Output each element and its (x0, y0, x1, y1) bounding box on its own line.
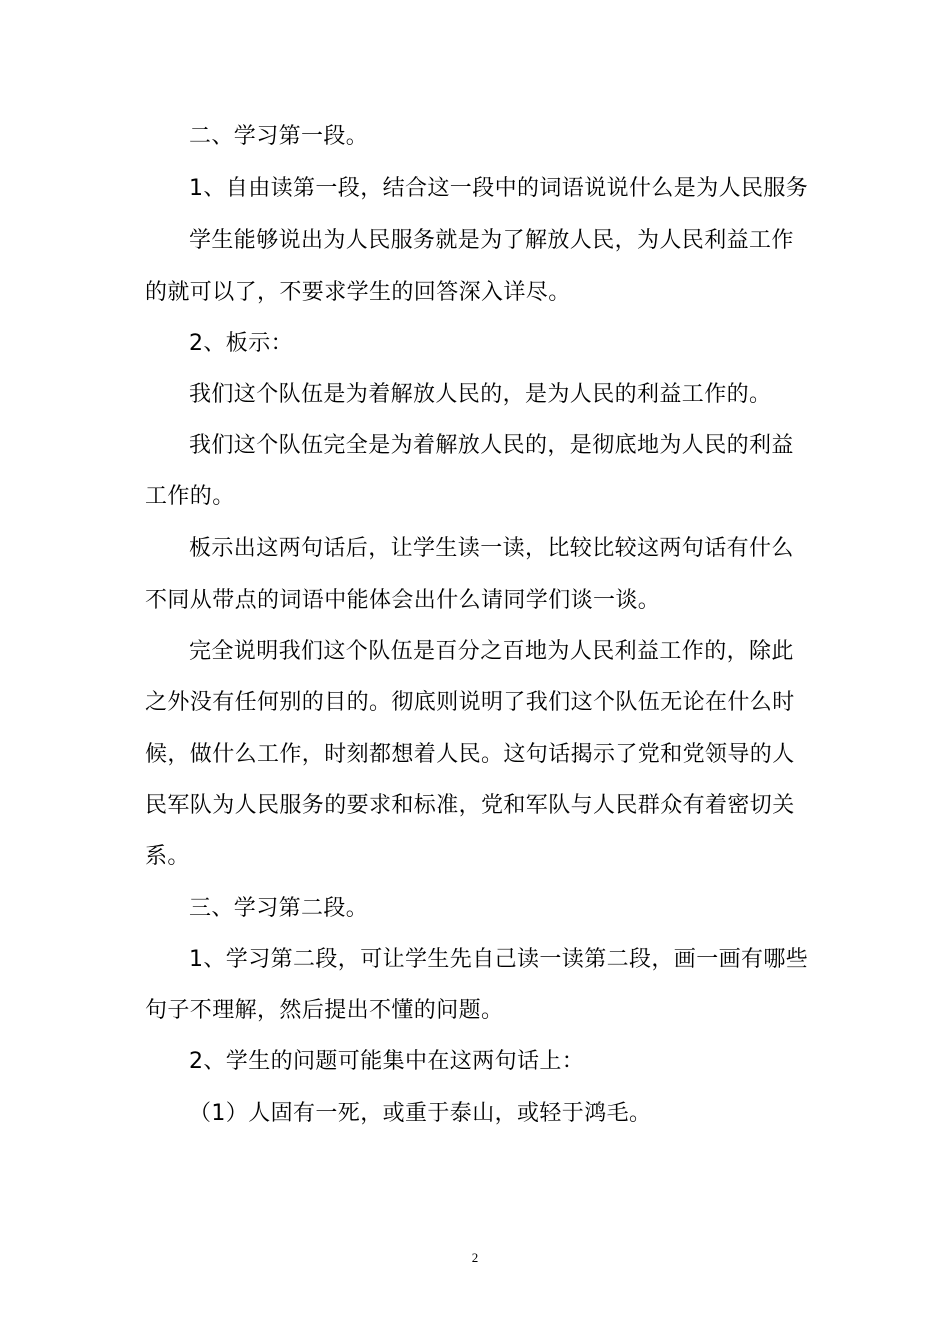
paragraph-line: 1、自由读第一段，结合这一段中的词语说说什么是为人民服务 (189, 176, 809, 201)
paragraph-line: 学生能够说出为人民服务就是为了解放人民，为人民利益工作 (189, 228, 794, 253)
paragraph-line: 候，做什么工作，时刻都想着人民。这句话揭示了党和党领导的人 (145, 742, 795, 767)
paragraph-line: 的就可以了，不要求学生的回答深入详尽。 (145, 280, 571, 305)
section-heading-2: 二、学习第一段。 (189, 124, 369, 149)
paragraph-line: 1、学习第二段，可让学生先自己读一读第二段，画一画有哪些 (189, 947, 809, 972)
paragraph-line: 2、学生的问题可能集中在这两句话上： (189, 1049, 585, 1074)
paragraph-line: 系。 (145, 844, 190, 869)
paragraph-line: 板示出这两句话后，让学生读一读，比较比较这两句话有什么 (189, 536, 794, 561)
paragraph-line: 我们这个队伍完全是为着解放人民的，是彻底地为人民的利益 (189, 433, 794, 458)
paragraph-line: 不同从带点的词语中能体会出什么请同学们谈一谈。 (145, 588, 661, 613)
paragraph-line: 工作的。 (145, 484, 235, 509)
page-number: 2 (471, 1250, 479, 1265)
paragraph-line: 我们这个队伍是为着解放人民的，是为人民的利益工作的。 (189, 382, 772, 407)
section-heading-3: 三、学习第二段。 (189, 896, 369, 921)
paragraph-line: 句子不理解，然后提出不懂的问题。 (145, 998, 504, 1023)
paragraph-line: 之外没有任何别的目的。彻底则说明了我们这个队伍无论在什么时 (145, 690, 795, 715)
paragraph-line: 完全说明我们这个队伍是百分之百地为人民利益工作的，除此 (189, 639, 794, 664)
paragraph-line: 民军队为人民服务的要求和标准，党和军队与人民群众有着密切关 (145, 793, 795, 818)
paragraph-line: （1）人固有一死，或重于泰山，或轻于鸿毛。 (189, 1101, 652, 1126)
paragraph-line: 2、板示： (189, 331, 293, 356)
